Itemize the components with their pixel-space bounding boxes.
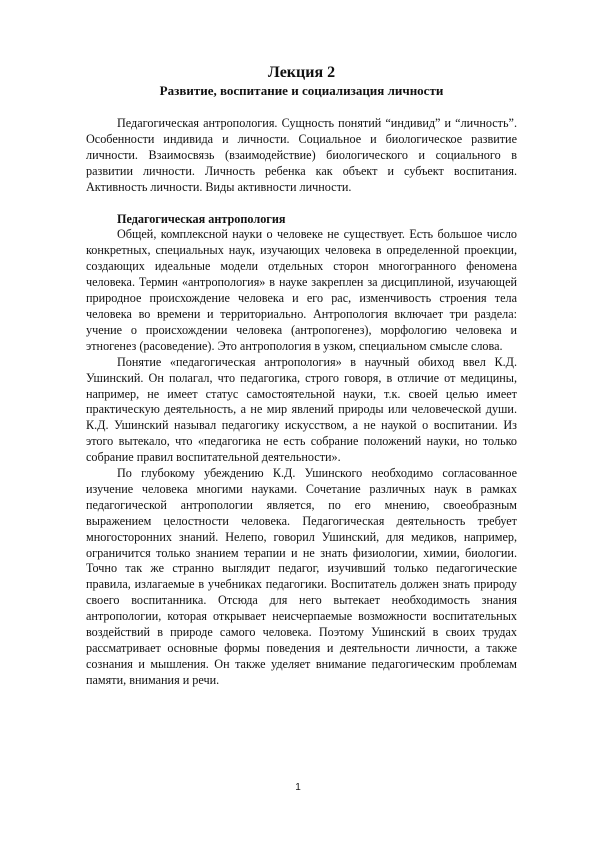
lecture-summary: Педагогическая антропология. Сущность понятий “индивид” и “личность”. Особенности индивида и личности. Социальное и биологическое развитие личности. Взаимосвязь (взаимодействие) биологического и социального в развитии личности. Личность ребенка как объект и субъект воспитания. Активность личности. Виды активности личности. — [86, 116, 517, 194]
body-paragraph-1: Общей, комплексной науки о человеке не существует. Есть большое число конкретных, специальных наук, изучающих человека в определенной проекции, создающих идеальные модели отдельных сторон многогранного феномена человека. Термин «антропология» в науке закреплен за дисциплиной, изучающей природное происхождение человека и его рас, изменчивость строения тела человека во времени и территориально. Антропология включает три раздела: учение о происхождении человека (антропогенез), морфологию человека и этногенез (расоведение). Это антропология в узком, специальном смысле слова. — [86, 227, 517, 353]
body-paragraph-2: Понятие «педагогическая антропология» в научный обиход ввел К.Д. Ушинский. Он полагал, что педагогика, строго говоря, в отличие от медицины, например, не имеет статус самостоятельной науки, т.к. своей целью имеет практическую деятельность, а не мир явлений природы или человеческой души. К.Д. Ушинский называл педагогику искусством, а не наукой о воспитании. Из этого вытекало, что «педагогика не есть собрание положений науки, но только собрание правил воспитательной деятельности». — [86, 354, 517, 465]
body-paragraph-3: По глубокому убеждению К.Д. Ушинского необходимо согласованное изучение человека многими науками. Сочетание различных наук в рамках педагогической антропологии является, по его мнению, своеобразным выражением целостности человека. Педагогическая деятельность требует многосторонних знаний. Нелепо, говорил Ушинский, для медиков, например, ограничится только знанием терапии и не знать физиологии, химии, биологии. Точно так же странно выглядит педагог, изучивший только педагогические правила, излагаемые в учебниках педагогики. Воспитатель должен знать природу своего воспитанника. Отсюда для него вытекает необходимость знания антропологии, которая открывает неисчерпаемые возможности воспитательных воздействий в природе самого человека. Поэтому Ушинский в своих трудах рассматривает основные формы поведения и деятельности личности, а также сознания и мышления. Он также уделяет внимание педагогическим проблемам памяти, внимания и речи. — [86, 466, 517, 687]
lecture-title: Лекция 2 — [267, 64, 336, 81]
lecture-subtitle: Развитие, воспитание и социализация личности — [159, 83, 444, 98]
page-content — [86, 63, 517, 689]
page-number: 1 — [295, 782, 301, 793]
section-heading: Педагогическая антропология — [117, 211, 286, 226]
